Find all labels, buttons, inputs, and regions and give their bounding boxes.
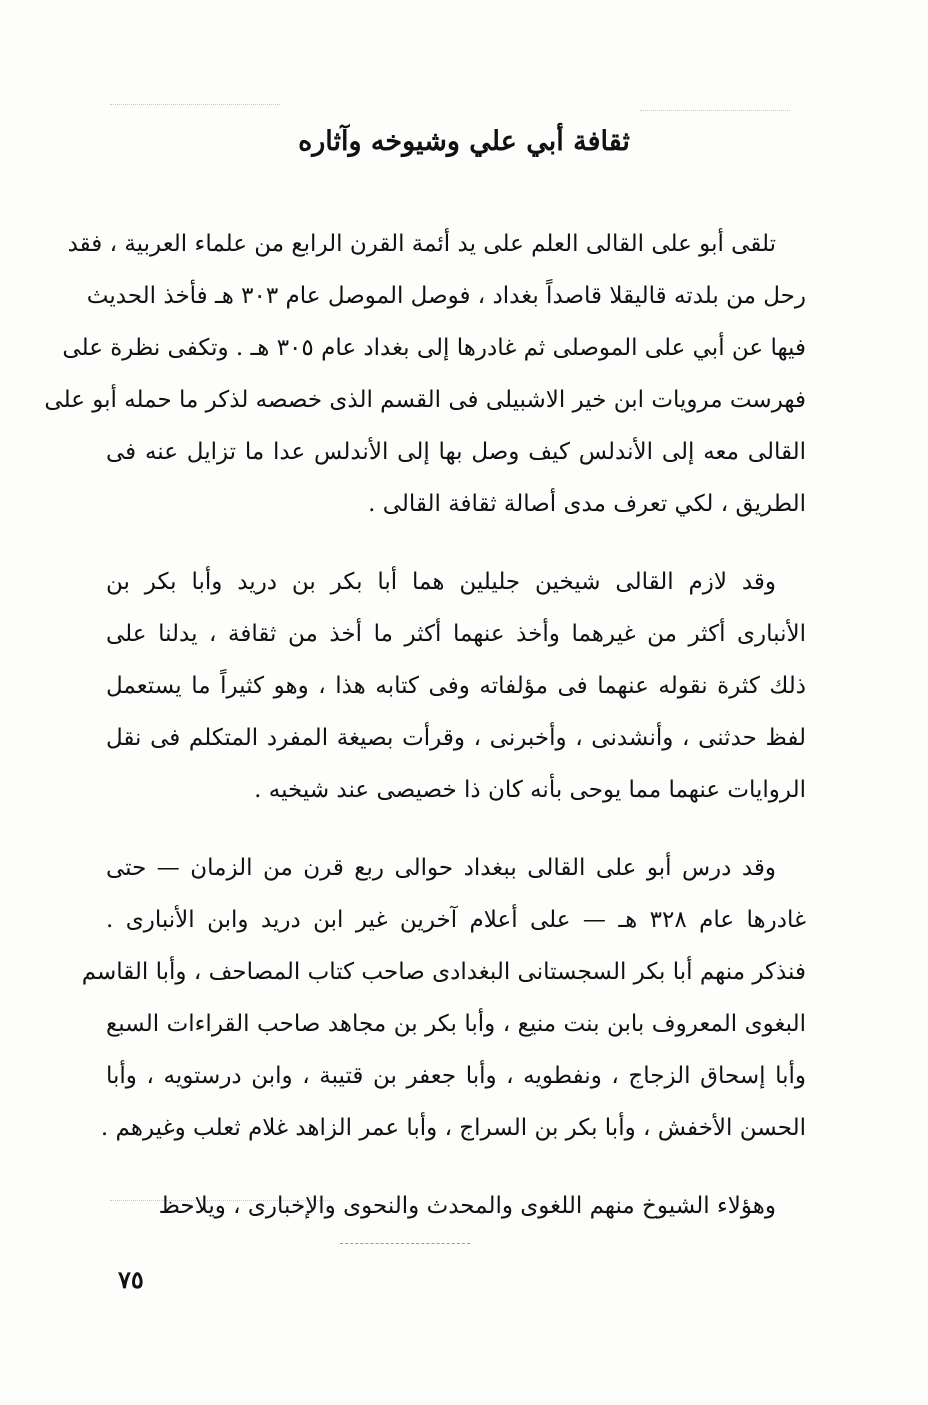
paragraph	[44, 218, 806, 530]
text-line: غادرها عام ٣٢٨ هـ — على أعلام آخرين غير ابن دريد وابن الأنبارى .	[106, 907, 806, 933]
text-line: فيها عن أبي على الموصلى ثم غادرها إلى بغداد عام ٣٠٥ هـ . وتكفى نظرة على	[62, 335, 806, 361]
paragraph	[81, 842, 806, 1154]
paragraph	[106, 556, 806, 816]
scan-noise	[640, 110, 790, 114]
text-line: ذلك كثرة نقوله عنهما فى مؤلفاته وفى كتابه هذا ، وهو كثيراً ما يستعمل	[106, 673, 806, 699]
page-number: ٧٥	[118, 1265, 144, 1294]
text-line: وقد درس أبو على القالى ببغداد حوالى ربع قرن من الزمان — حتى	[106, 855, 776, 881]
text-line: وقد لازم القالى شيخين جليلين هما أبا بكر بن دريد وأبا بكر بن	[106, 569, 776, 595]
text-line: وهؤلاء الشيوخ منهم اللغوى والمحدث والنحوى والإخبارى ، ويلاحظ	[158, 1193, 776, 1219]
text-line: فنذكر منهم أبا بكر السجستانى البغدادى صاحب كتاب المصاحف ، وأبا القاسم	[81, 959, 806, 985]
text-line: وأبا إسحاق الزجاج ، ونفطويه ، وأبا جعفر بن قتيبة ، وابن درستويه ، وأبا	[106, 1063, 806, 1089]
text-line: تلقى أبو على القالى العلم على يد أئمة القرن الرابع من علماء العربية ، فقد	[67, 231, 776, 257]
text-line: فهرست مرويات ابن خير الاشبيلى فى القسم الذى خصصه لذكر ما حمله أبو على	[44, 387, 806, 413]
text-line: رحل من بلدته قاليقلا قاصداً بغداد ، فوصل الموصل عام ٣٠٣ هـ فأخذ الحديث	[86, 283, 806, 309]
body-text	[44, 218, 806, 1258]
text-line: الروايات عنهما مما يوحى بأنه كان ذا خصيصى عند شيخيه .	[254, 777, 806, 803]
text-line: البغوى المعروف بابن بنت منيع ، وأبا بكر بن مجاهد صاحب القراءات السبع	[106, 1011, 806, 1037]
page-title: ثقافة أبي علي وشيوخه وآثاره	[298, 126, 630, 157]
scan-noise	[110, 104, 280, 108]
footer-divider	[340, 1243, 470, 1244]
paragraph	[106, 1180, 806, 1232]
text-line: الحسن الأخفش ، وأبا بكر بن السراج ، وأبا عمر الزاهد غلام ثعلب وغيرهم .	[100, 1115, 806, 1141]
text-line: القالى معه إلى الأندلس كيف وصل بها إلى الأندلس عدا ما تزايل عنه فى	[106, 439, 806, 465]
text-line: الأنبارى أكثر من غيرهما وأخذ عنهما أكثر ما أخذ من ثقافة ، يدلنا على	[106, 621, 806, 647]
text-line: لفظ حدثنى ، وأنشدنى ، وأخبرنى ، وقرأت بصيغة المفرد المتكلم فى نقل	[106, 725, 806, 751]
text-line: الطريق ، لكي تعرف مدى أصالة ثقافة القالى .	[368, 491, 806, 517]
